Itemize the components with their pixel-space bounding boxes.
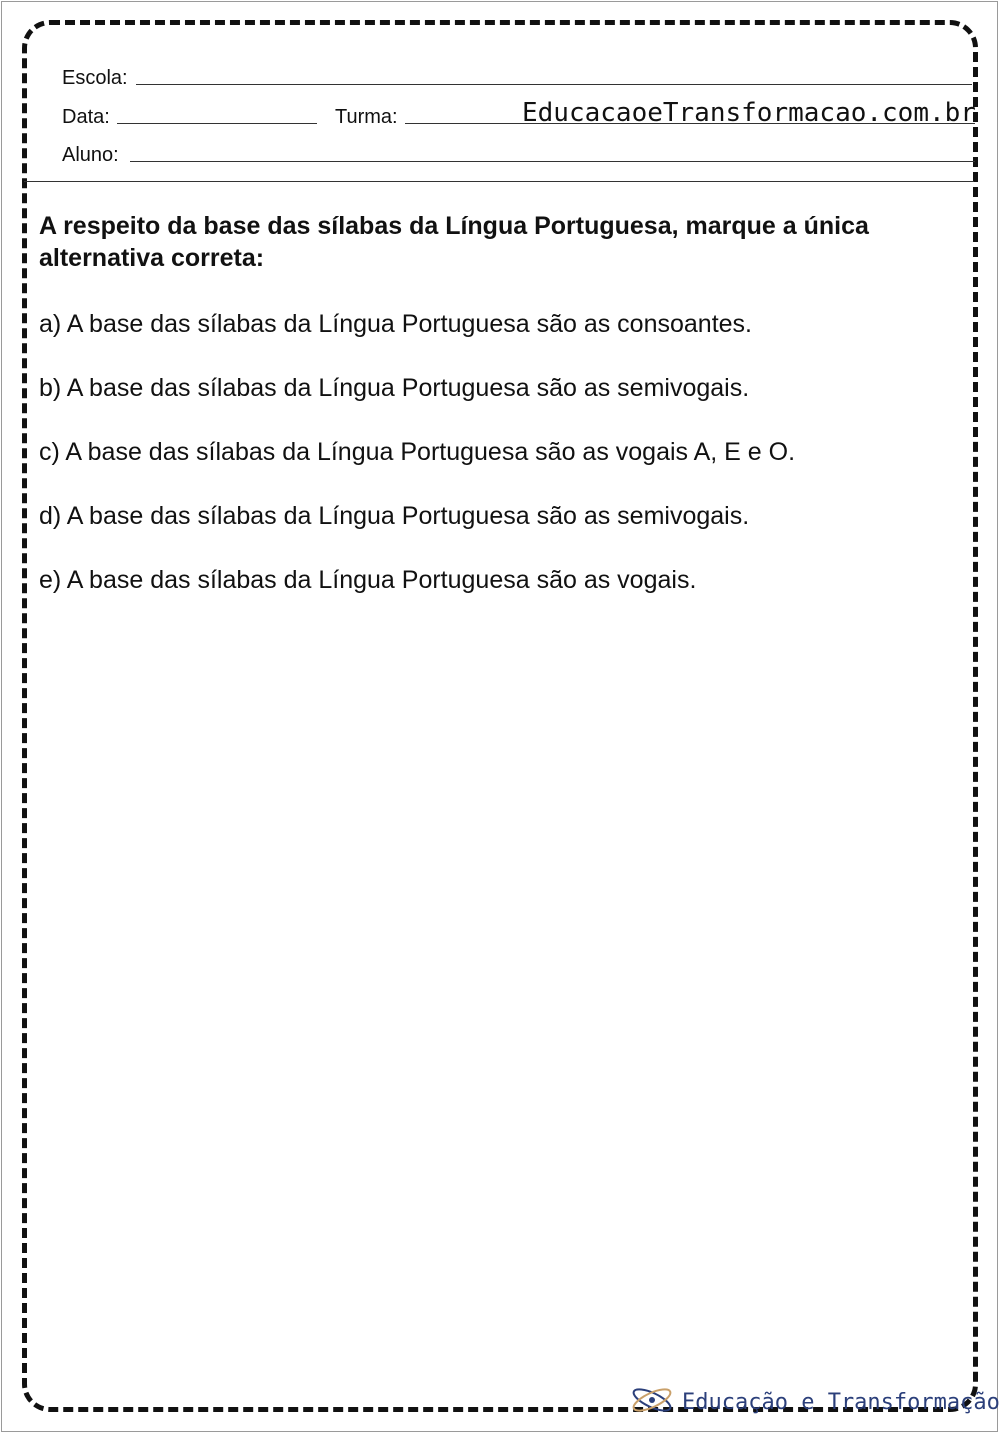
footer-logo	[628, 1384, 1000, 1420]
question-prompt: A respeito da base das sílabas da Língua Portuguesa, marque a única alternativa correta:	[39, 212, 869, 272]
option-b[interactable]: b) A base das sílabas da Língua Portuguesa são as semivogais.	[39, 374, 750, 402]
header-divider	[24, 181, 974, 182]
school-label: Escola:	[62, 67, 128, 89]
atom-icon	[628, 1384, 676, 1421]
option-c[interactable]: c) A base das sílabas da Língua Portuguesa são as vogais A, E e O.	[39, 438, 796, 466]
option-d[interactable]: d) A base das sílabas da Língua Portuguesa são as semivogais.	[39, 502, 750, 530]
class-label: Turma:	[335, 106, 398, 128]
student-label: Aluno:	[62, 144, 119, 166]
option-e[interactable]: e) A base das sílabas da Língua Portuguesa são as vogais.	[39, 566, 697, 594]
school-field-line[interactable]	[136, 84, 972, 85]
date-field-line[interactable]	[117, 123, 317, 124]
logo-text: Educação e Transformação	[682, 1389, 1000, 1415]
option-a[interactable]: a) A base das sílabas da Língua Portuguesa são as consoantes.	[39, 310, 753, 338]
site-url-watermark: EducacaoeTransformacao.com.br	[522, 98, 976, 128]
worksheet-header	[0, 0, 1001, 190]
student-field-line[interactable]	[130, 161, 975, 162]
date-label: Data:	[62, 106, 110, 128]
